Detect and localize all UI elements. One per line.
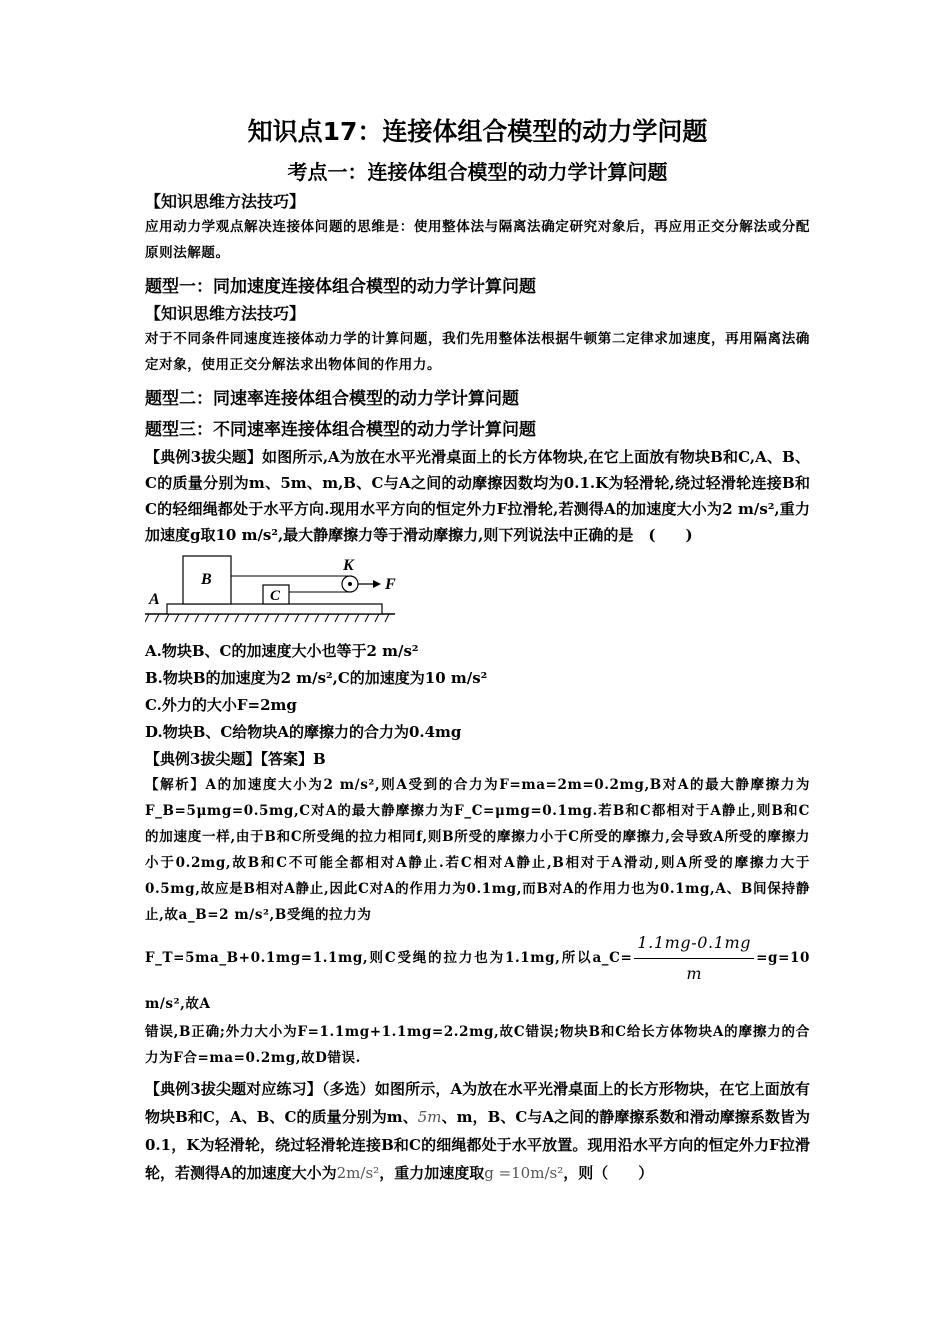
practice-g-value: g =10m/s² [484, 1164, 564, 1182]
label-a: A [149, 591, 160, 608]
block-a [167, 604, 382, 614]
fraction-numerator: 1.1mg-0.1mg [634, 928, 754, 959]
example-question: 如图所示,A为放在水平光滑桌面上的长方体物块,在它上面放有物块B和C,A、B、C的质量分别为m、5m、m,B、C与A之间的动摩擦因数均为0.1.K为轻滑轮,绕过轻滑轮连接B和C的轻细绳都处于水平方向.现用水平方向的恒定外力F拉滑轮,若测得A的加速度大小为2 m/s²,重力加速度g取10 m/s²,最大静摩擦力等于滑动摩擦力,则下列说法中正确的是 ( ) [145, 448, 810, 544]
option-a: A.物块B、C的加速度大小也等于2 m/s² [145, 642, 419, 660]
label-k: K [343, 557, 354, 574]
option-d: D.物块B、C给物块A的摩擦力的合力为0.4mg [145, 723, 462, 741]
section1-heading: 【知识思维方法技巧】 [145, 192, 306, 211]
force-arrow [373, 580, 381, 588]
option-c: C.外力的大小F=2mg [145, 696, 297, 714]
document-page [145, 112, 810, 1187]
fraction [634, 928, 754, 989]
analysis-paragraph [145, 772, 810, 928]
practice-text-b: 、m，B、C与A之间的静摩擦系数和滑动摩擦系数皆为0.1，K为轻滑轮，绕过轻滑轮连接B和C的细绳都处于水平放置。现用沿水平方向的恒定外力F拉滑轮，若测得A的加速度大小为 [145, 1108, 810, 1182]
section1-text: 应用动力学观点解决连接体问题的思维是：使用整体法与隔离法确定研究对象后，再应用正交分解法或分配原则法解题。 [145, 219, 810, 261]
type3-title: 题型三：不同速率连接体组合模型的动力学计算问题 [145, 420, 536, 440]
physics-figure [145, 552, 810, 636]
analysis-part2-pre: F_T=5ma_B+0.1mg=1.1mg,则C受绳的拉力也为1.1mg,所以a_C= [145, 950, 633, 966]
practice-mass-5m: 5m [417, 1108, 442, 1126]
analysis-formula-line [145, 928, 810, 1019]
type1-title: 题型一：同加速度连接体组合模型的动力学计算问题 [145, 277, 536, 297]
pulley-diagram [145, 552, 405, 632]
example-question-paragraph [145, 444, 810, 548]
type2-title: 题型二：同速率连接体组合模型的动力学计算问题 [145, 389, 519, 409]
practice-text-d: ，则（ ） [563, 1164, 654, 1182]
label-f: F [385, 576, 396, 593]
type1-text: 对于不同条件同速度连接体动力学的计算问题，我们先用整体法根据牛顿第二定律求加速度，再用隔离法确定对象，使用正交分解法求出物体间的作用力。 [145, 331, 810, 373]
analysis-part2-post: =g=10 m/s²,故A [145, 950, 810, 1012]
example-label: 【典例3拔尖题】 [145, 448, 263, 466]
label-b: B [201, 571, 212, 588]
analysis-label: 【解析】 [145, 777, 206, 793]
practice-paragraph [145, 1075, 810, 1187]
practice-label: 【典例3拔尖题对应练习】 [145, 1080, 322, 1098]
page-title: 知识点17：连接体组合模型的动力学问题 [247, 117, 708, 146]
practice-text-a: （多选）如图所示，A为放在水平光滑桌面上的长方形物块，在它上面放有物块B和C，A、B、C的质量分别为m、 [145, 1080, 810, 1126]
practice-accel: 2m/s² [336, 1164, 380, 1182]
analysis-part3: 错误,B正确;外力大小为F=1.1mg+1.1mg=2.2mg,故C错误;物块B和C给长方体物块A的摩擦力的合力为F合=ma=0.2mg,故D错误. [145, 1024, 810, 1066]
page-subtitle: 考点一：连接体组合模型的动力学计算问题 [287, 160, 668, 184]
practice-text-c: ，重力加速度取 [379, 1164, 485, 1182]
type1-heading: 【知识思维方法技巧】 [145, 304, 306, 323]
answer-line: 【典例3拔尖题】【答案】B [145, 750, 326, 768]
label-c: C [270, 588, 281, 604]
option-b: B.物块B的加速度为2 m/s²,C的加速度为10 m/s² [145, 669, 488, 687]
analysis-part1: A的加速度大小为2 m/s²,则A受到的合力为F=ma=2m=0.2mg,B对A的最大静摩擦力为F_B=5μmg=0.5mg,C对A的最大静摩擦力为F_C=μmg=0.1mg.若B和C都相对于A静止,则B和C的加速度一样,由于B和C所受绳的拉力相同f,则B所受的摩擦力小于C所受的摩擦力,会导致A所受的摩擦力小于0.2mg,故B和C不可能全都相对A静止.若C相对A静止,B相对于A滑动,则A所受的摩擦力大于0.5mg,故应是B相对A静止,因此C对A的作用力为0.1mg,而B对A的作用力也为0.1mg,A、B间保持静止,故a_B=2 m/s²,B受绳的拉力为 [145, 777, 810, 923]
fraction-denominator: m [686, 964, 703, 983]
